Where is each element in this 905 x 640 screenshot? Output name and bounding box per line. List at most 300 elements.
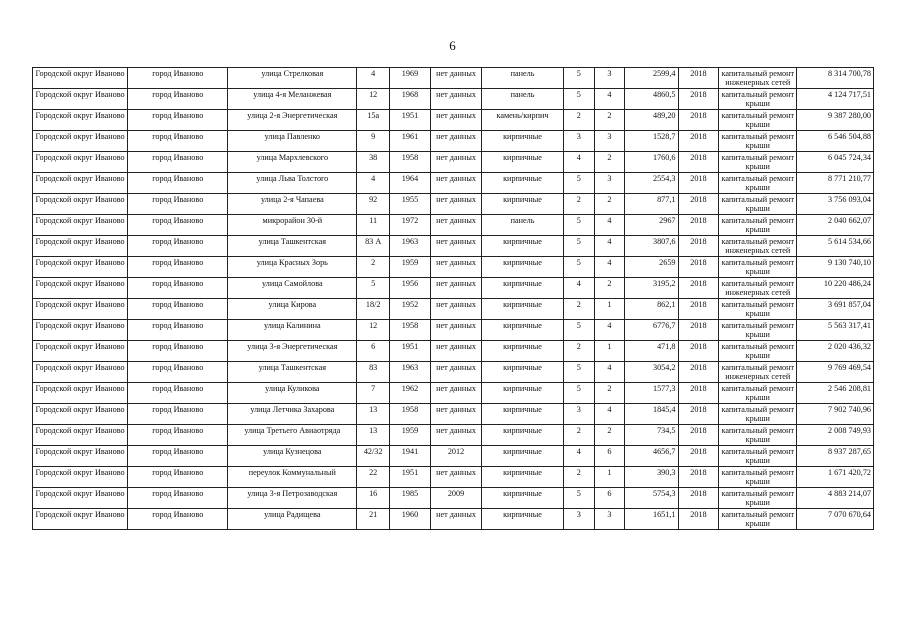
floors-cell: 5 bbox=[563, 257, 594, 278]
year-built-cell: 1958 bbox=[390, 404, 431, 425]
floors-cell: 3 bbox=[563, 509, 594, 530]
area-cell: 5754,3 bbox=[625, 488, 678, 509]
work-type-cell: капитальный ремонт крыши bbox=[719, 173, 797, 194]
city-cell: город Иваново bbox=[128, 173, 228, 194]
work-type-cell: капитальный ремонт инженерных сетей bbox=[719, 278, 797, 299]
house-number-cell: 13 bbox=[357, 425, 390, 446]
district-cell: Городской округ Иваново bbox=[33, 68, 128, 89]
house-number-cell: 22 bbox=[357, 467, 390, 488]
district-cell: Городской округ Иваново bbox=[33, 509, 128, 530]
entrances-cell: 6 bbox=[594, 446, 625, 467]
cost-cell: 4 124 717,51 bbox=[797, 89, 874, 110]
work-type-cell: капитальный ремонт инженерных сетей bbox=[719, 236, 797, 257]
year-built-cell: 1963 bbox=[390, 236, 431, 257]
last-repair-year-cell: нет данных bbox=[430, 467, 481, 488]
planned-year-cell: 2018 bbox=[678, 131, 719, 152]
planned-year-cell: 2018 bbox=[678, 257, 719, 278]
cost-cell: 2 040 662,07 bbox=[797, 215, 874, 236]
work-type-cell: капитальный ремонт крыши bbox=[719, 383, 797, 404]
floors-cell: 4 bbox=[563, 446, 594, 467]
work-type-cell: капитальный ремонт крыши bbox=[719, 509, 797, 530]
floors-cell: 2 bbox=[563, 110, 594, 131]
year-built-cell: 1962 bbox=[390, 383, 431, 404]
floors-cell: 2 bbox=[563, 467, 594, 488]
cost-cell: 4 883 214,07 bbox=[797, 488, 874, 509]
planned-year-cell: 2018 bbox=[678, 236, 719, 257]
table-row bbox=[33, 173, 874, 194]
work-type-cell: капитальный ремонт крыши bbox=[719, 488, 797, 509]
last-repair-year-cell: нет данных bbox=[430, 131, 481, 152]
entrances-cell: 4 bbox=[594, 89, 625, 110]
floors-cell: 4 bbox=[563, 152, 594, 173]
planned-year-cell: 2018 bbox=[678, 152, 719, 173]
city-cell: город Иваново bbox=[128, 341, 228, 362]
area-cell: 877,1 bbox=[625, 194, 678, 215]
entrances-cell: 2 bbox=[594, 152, 625, 173]
wall-material-cell: кирпичные bbox=[482, 509, 564, 530]
planned-year-cell: 2018 bbox=[678, 194, 719, 215]
street-cell: улица 4-я Меланжевая bbox=[228, 89, 357, 110]
floors-cell: 5 bbox=[563, 68, 594, 89]
entrances-cell: 3 bbox=[594, 509, 625, 530]
wall-material-cell: кирпичные bbox=[482, 467, 564, 488]
street-cell: микрорайон 30-й bbox=[228, 215, 357, 236]
street-cell: улица Куликова bbox=[228, 383, 357, 404]
entrances-cell: 1 bbox=[594, 341, 625, 362]
table-row bbox=[33, 488, 874, 509]
last-repair-year-cell: нет данных bbox=[430, 362, 481, 383]
district-cell: Городской округ Иваново bbox=[33, 488, 128, 509]
floors-cell: 5 bbox=[563, 89, 594, 110]
house-number-cell: 38 bbox=[357, 152, 390, 173]
table-row bbox=[33, 299, 874, 320]
house-number-cell: 13 bbox=[357, 404, 390, 425]
table-row bbox=[33, 89, 874, 110]
planned-year-cell: 2018 bbox=[678, 404, 719, 425]
area-cell: 3054,2 bbox=[625, 362, 678, 383]
year-built-cell: 1961 bbox=[390, 131, 431, 152]
area-cell: 489,20 bbox=[625, 110, 678, 131]
planned-year-cell: 2018 bbox=[678, 320, 719, 341]
table-row bbox=[33, 362, 874, 383]
district-cell: Городской округ Иваново bbox=[33, 152, 128, 173]
last-repair-year-cell: нет данных bbox=[430, 383, 481, 404]
area-cell: 1528,7 bbox=[625, 131, 678, 152]
planned-year-cell: 2018 bbox=[678, 509, 719, 530]
house-number-cell: 21 bbox=[357, 509, 390, 530]
table-row bbox=[33, 278, 874, 299]
wall-material-cell: панель bbox=[482, 215, 564, 236]
last-repair-year-cell: нет данных bbox=[430, 194, 481, 215]
wall-material-cell: кирпичные bbox=[482, 362, 564, 383]
cost-cell: 9 387 280,00 bbox=[797, 110, 874, 131]
last-repair-year-cell: нет данных bbox=[430, 152, 481, 173]
year-built-cell: 1958 bbox=[390, 320, 431, 341]
city-cell: город Иваново bbox=[128, 299, 228, 320]
year-built-cell: 1941 bbox=[390, 446, 431, 467]
district-cell: Городской округ Иваново bbox=[33, 131, 128, 152]
work-type-cell: капитальный ремонт крыши bbox=[719, 89, 797, 110]
last-repair-year-cell: нет данных bbox=[430, 320, 481, 341]
work-type-cell: капитальный ремонт крыши bbox=[719, 194, 797, 215]
area-cell: 3195,2 bbox=[625, 278, 678, 299]
district-cell: Городской округ Иваново bbox=[33, 278, 128, 299]
last-repair-year-cell: нет данных bbox=[430, 173, 481, 194]
last-repair-year-cell: нет данных bbox=[430, 278, 481, 299]
house-number-cell: 12 bbox=[357, 89, 390, 110]
planned-year-cell: 2018 bbox=[678, 215, 719, 236]
floors-cell: 5 bbox=[563, 488, 594, 509]
year-built-cell: 1956 bbox=[390, 278, 431, 299]
wall-material-cell: кирпичные bbox=[482, 488, 564, 509]
street-cell: улица Летчика Захарова bbox=[228, 404, 357, 425]
city-cell: город Иваново bbox=[128, 152, 228, 173]
last-repair-year-cell: 2009 bbox=[430, 488, 481, 509]
year-built-cell: 1952 bbox=[390, 299, 431, 320]
cost-cell: 9 769 469,54 bbox=[797, 362, 874, 383]
work-type-cell: капитальный ремонт крыши bbox=[719, 257, 797, 278]
floors-cell: 2 bbox=[563, 299, 594, 320]
table-row bbox=[33, 194, 874, 215]
work-type-cell: капитальный ремонт крыши bbox=[719, 320, 797, 341]
area-cell: 1651,1 bbox=[625, 509, 678, 530]
floors-cell: 2 bbox=[563, 341, 594, 362]
work-type-cell: капитальный ремонт крыши bbox=[719, 152, 797, 173]
table-row bbox=[33, 320, 874, 341]
street-cell: улица Радищева bbox=[228, 509, 357, 530]
house-number-cell: 15а bbox=[357, 110, 390, 131]
last-repair-year-cell: нет данных bbox=[430, 299, 481, 320]
city-cell: город Иваново bbox=[128, 68, 228, 89]
work-type-cell: капитальный ремонт крыши bbox=[719, 215, 797, 236]
street-cell: улица Кузнецова bbox=[228, 446, 357, 467]
wall-material-cell: кирпичные bbox=[482, 299, 564, 320]
year-built-cell: 1972 bbox=[390, 215, 431, 236]
street-cell: улица Льва Толстого bbox=[228, 173, 357, 194]
year-built-cell: 1964 bbox=[390, 173, 431, 194]
last-repair-year-cell: нет данных bbox=[430, 425, 481, 446]
district-cell: Городской округ Иваново bbox=[33, 320, 128, 341]
table-row bbox=[33, 446, 874, 467]
area-cell: 2554,3 bbox=[625, 173, 678, 194]
district-cell: Городской округ Иваново bbox=[33, 89, 128, 110]
planned-year-cell: 2018 bbox=[678, 383, 719, 404]
wall-material-cell: панель bbox=[482, 89, 564, 110]
house-number-cell: 11 bbox=[357, 215, 390, 236]
table-row bbox=[33, 152, 874, 173]
table-row bbox=[33, 110, 874, 131]
entrances-cell: 1 bbox=[594, 299, 625, 320]
cost-cell: 9 130 740,10 bbox=[797, 257, 874, 278]
district-cell: Городской округ Иваново bbox=[33, 467, 128, 488]
year-built-cell: 1959 bbox=[390, 257, 431, 278]
entrances-cell: 3 bbox=[594, 68, 625, 89]
last-repair-year-cell: нет данных bbox=[430, 257, 481, 278]
entrances-cell: 3 bbox=[594, 173, 625, 194]
district-cell: Городской округ Иваново bbox=[33, 446, 128, 467]
planned-year-cell: 2018 bbox=[678, 488, 719, 509]
street-cell: переулок Коммунальный bbox=[228, 467, 357, 488]
wall-material-cell: кирпичные bbox=[482, 236, 564, 257]
street-cell: улица Калинина bbox=[228, 320, 357, 341]
entrances-cell: 4 bbox=[594, 404, 625, 425]
last-repair-year-cell: 2012 bbox=[430, 446, 481, 467]
entrances-cell: 2 bbox=[594, 110, 625, 131]
city-cell: город Иваново bbox=[128, 89, 228, 110]
work-type-cell: капитальный ремонт крыши bbox=[719, 467, 797, 488]
year-built-cell: 1968 bbox=[390, 89, 431, 110]
street-cell: улица 3-я Петрозаводская bbox=[228, 488, 357, 509]
area-cell: 390,3 bbox=[625, 467, 678, 488]
planned-year-cell: 2018 bbox=[678, 173, 719, 194]
street-cell: улица Ташкентская bbox=[228, 236, 357, 257]
cost-cell: 6 045 724,34 bbox=[797, 152, 874, 173]
street-cell: улица Красных Зорь bbox=[228, 257, 357, 278]
last-repair-year-cell: нет данных bbox=[430, 68, 481, 89]
last-repair-year-cell: нет данных bbox=[430, 509, 481, 530]
cost-cell: 6 546 504,88 bbox=[797, 131, 874, 152]
table-row bbox=[33, 68, 874, 89]
street-cell: улица Самойлова bbox=[228, 278, 357, 299]
floors-cell: 5 bbox=[563, 215, 594, 236]
city-cell: город Иваново bbox=[128, 467, 228, 488]
last-repair-year-cell: нет данных bbox=[430, 89, 481, 110]
entrances-cell: 4 bbox=[594, 215, 625, 236]
planned-year-cell: 2018 bbox=[678, 446, 719, 467]
area-cell: 2659 bbox=[625, 257, 678, 278]
house-number-cell: 6 bbox=[357, 341, 390, 362]
table-body bbox=[33, 68, 874, 530]
entrances-cell: 2 bbox=[594, 194, 625, 215]
planned-year-cell: 2018 bbox=[678, 467, 719, 488]
planned-year-cell: 2018 bbox=[678, 68, 719, 89]
wall-material-cell: кирпичные bbox=[482, 278, 564, 299]
wall-material-cell: кирпичные bbox=[482, 194, 564, 215]
cost-cell: 8 771 210,77 bbox=[797, 173, 874, 194]
district-cell: Городской округ Иваново bbox=[33, 236, 128, 257]
district-cell: Городской округ Иваново bbox=[33, 383, 128, 404]
last-repair-year-cell: нет данных bbox=[430, 236, 481, 257]
planned-year-cell: 2018 bbox=[678, 362, 719, 383]
cost-cell: 10 220 486,24 bbox=[797, 278, 874, 299]
cost-cell: 8 937 287,65 bbox=[797, 446, 874, 467]
street-cell: улица 2-я Энергетическая bbox=[228, 110, 357, 131]
district-cell: Городской округ Иваново bbox=[33, 194, 128, 215]
wall-material-cell: кирпичные bbox=[482, 446, 564, 467]
entrances-cell: 2 bbox=[594, 425, 625, 446]
area-cell: 862,1 bbox=[625, 299, 678, 320]
entrances-cell: 4 bbox=[594, 236, 625, 257]
city-cell: город Иваново bbox=[128, 383, 228, 404]
city-cell: город Иваново bbox=[128, 131, 228, 152]
area-cell: 1845,4 bbox=[625, 404, 678, 425]
entrances-cell: 2 bbox=[594, 278, 625, 299]
year-built-cell: 1959 bbox=[390, 425, 431, 446]
city-cell: город Иваново bbox=[128, 278, 228, 299]
house-number-cell: 9 bbox=[357, 131, 390, 152]
wall-material-cell: кирпичные bbox=[482, 383, 564, 404]
city-cell: город Иваново bbox=[128, 404, 228, 425]
house-number-cell: 18/2 bbox=[357, 299, 390, 320]
year-built-cell: 1985 bbox=[390, 488, 431, 509]
house-number-cell: 83 А bbox=[357, 236, 390, 257]
table-row bbox=[33, 257, 874, 278]
wall-material-cell: кирпичные bbox=[482, 320, 564, 341]
cost-cell: 1 671 420,72 bbox=[797, 467, 874, 488]
house-number-cell: 92 bbox=[357, 194, 390, 215]
work-type-cell: капитальный ремонт крыши bbox=[719, 131, 797, 152]
district-cell: Городской округ Иваново bbox=[33, 257, 128, 278]
work-type-cell: капитальный ремонт крыши bbox=[719, 341, 797, 362]
planned-year-cell: 2018 bbox=[678, 299, 719, 320]
year-built-cell: 1955 bbox=[390, 194, 431, 215]
area-cell: 2967 bbox=[625, 215, 678, 236]
table-row bbox=[33, 215, 874, 236]
table-row bbox=[33, 404, 874, 425]
year-built-cell: 1951 bbox=[390, 110, 431, 131]
floors-cell: 3 bbox=[563, 131, 594, 152]
planned-year-cell: 2018 bbox=[678, 278, 719, 299]
house-number-cell: 4 bbox=[357, 173, 390, 194]
floors-cell: 4 bbox=[563, 278, 594, 299]
table-row bbox=[33, 341, 874, 362]
area-cell: 1577,3 bbox=[625, 383, 678, 404]
floors-cell: 5 bbox=[563, 173, 594, 194]
street-cell: улица Павленко bbox=[228, 131, 357, 152]
area-cell: 3807,6 bbox=[625, 236, 678, 257]
cost-cell: 7 070 670,64 bbox=[797, 509, 874, 530]
cost-cell: 7 902 740,96 bbox=[797, 404, 874, 425]
last-repair-year-cell: нет данных bbox=[430, 404, 481, 425]
year-built-cell: 1951 bbox=[390, 341, 431, 362]
floors-cell: 5 bbox=[563, 362, 594, 383]
floors-cell: 5 bbox=[563, 320, 594, 341]
street-cell: улица Мархлевского bbox=[228, 152, 357, 173]
entrances-cell: 4 bbox=[594, 362, 625, 383]
year-built-cell: 1969 bbox=[390, 68, 431, 89]
district-cell: Городской округ Иваново bbox=[33, 173, 128, 194]
cost-cell: 2 020 436,32 bbox=[797, 341, 874, 362]
city-cell: город Иваново bbox=[128, 194, 228, 215]
floors-cell: 3 bbox=[563, 404, 594, 425]
area-cell: 471,8 bbox=[625, 341, 678, 362]
repair-program-table bbox=[32, 67, 874, 530]
area-cell: 734,5 bbox=[625, 425, 678, 446]
city-cell: город Иваново bbox=[128, 215, 228, 236]
wall-material-cell: кирпичные bbox=[482, 341, 564, 362]
wall-material-cell: панель bbox=[482, 68, 564, 89]
house-number-cell: 2 bbox=[357, 257, 390, 278]
wall-material-cell: кирпичные bbox=[482, 152, 564, 173]
work-type-cell: капитальный ремонт инженерных сетей bbox=[719, 362, 797, 383]
house-number-cell: 12 bbox=[357, 320, 390, 341]
last-repair-year-cell: нет данных bbox=[430, 215, 481, 236]
area-cell: 2599,4 bbox=[625, 68, 678, 89]
floors-cell: 2 bbox=[563, 425, 594, 446]
city-cell: город Иваново bbox=[128, 110, 228, 131]
cost-cell: 3 691 857,04 bbox=[797, 299, 874, 320]
entrances-cell: 1 bbox=[594, 467, 625, 488]
entrances-cell: 4 bbox=[594, 257, 625, 278]
table-row bbox=[33, 467, 874, 488]
cost-cell: 5 614 534,66 bbox=[797, 236, 874, 257]
city-cell: город Иваново bbox=[128, 362, 228, 383]
street-cell: улица Ташкентская bbox=[228, 362, 357, 383]
table-row bbox=[33, 236, 874, 257]
city-cell: город Иваново bbox=[128, 236, 228, 257]
district-cell: Городской округ Иваново bbox=[33, 299, 128, 320]
work-type-cell: капитальный ремонт инженерных сетей bbox=[719, 68, 797, 89]
area-cell: 4656,7 bbox=[625, 446, 678, 467]
city-cell: город Иваново bbox=[128, 257, 228, 278]
work-type-cell: капитальный ремонт крыши bbox=[719, 425, 797, 446]
city-cell: город Иваново bbox=[128, 488, 228, 509]
house-number-cell: 83 bbox=[357, 362, 390, 383]
table-row bbox=[33, 509, 874, 530]
planned-year-cell: 2018 bbox=[678, 89, 719, 110]
table-row bbox=[33, 425, 874, 446]
street-cell: улица 2-я Чапаева bbox=[228, 194, 357, 215]
city-cell: город Иваново bbox=[128, 509, 228, 530]
district-cell: Городской округ Иваново bbox=[33, 404, 128, 425]
table-row bbox=[33, 131, 874, 152]
cost-cell: 5 563 317,41 bbox=[797, 320, 874, 341]
work-type-cell: капитальный ремонт крыши bbox=[719, 110, 797, 131]
district-cell: Городской округ Иваново bbox=[33, 341, 128, 362]
year-built-cell: 1960 bbox=[390, 509, 431, 530]
street-cell: улица Стрелковая bbox=[228, 68, 357, 89]
year-built-cell: 1963 bbox=[390, 362, 431, 383]
entrances-cell: 6 bbox=[594, 488, 625, 509]
wall-material-cell: кирпичные bbox=[482, 404, 564, 425]
floors-cell: 5 bbox=[563, 236, 594, 257]
area-cell: 4860,5 bbox=[625, 89, 678, 110]
wall-material-cell: кирпичные bbox=[482, 257, 564, 278]
work-type-cell: капитальный ремонт крыши bbox=[719, 299, 797, 320]
wall-material-cell: кирпичные bbox=[482, 131, 564, 152]
house-number-cell: 42/32 bbox=[357, 446, 390, 467]
wall-material-cell: кирпичные bbox=[482, 173, 564, 194]
district-cell: Городской округ Иваново bbox=[33, 425, 128, 446]
cost-cell: 2 008 749,93 bbox=[797, 425, 874, 446]
area-cell: 1760,6 bbox=[625, 152, 678, 173]
district-cell: Городской округ Иваново bbox=[33, 215, 128, 236]
cost-cell: 8 314 700,78 bbox=[797, 68, 874, 89]
area-cell: 6776,7 bbox=[625, 320, 678, 341]
house-number-cell: 4 bbox=[357, 68, 390, 89]
cost-cell: 2 546 208,81 bbox=[797, 383, 874, 404]
street-cell: улица 3-я Энергетическая bbox=[228, 341, 357, 362]
last-repair-year-cell: нет данных bbox=[430, 110, 481, 131]
planned-year-cell: 2018 bbox=[678, 110, 719, 131]
street-cell: улица Третьего Авиаотряда bbox=[228, 425, 357, 446]
house-number-cell: 5 bbox=[357, 278, 390, 299]
entrances-cell: 2 bbox=[594, 383, 625, 404]
year-built-cell: 1958 bbox=[390, 152, 431, 173]
last-repair-year-cell: нет данных bbox=[430, 341, 481, 362]
planned-year-cell: 2018 bbox=[678, 341, 719, 362]
cost-cell: 3 756 093,04 bbox=[797, 194, 874, 215]
work-type-cell: капитальный ремонт крыши bbox=[719, 446, 797, 467]
house-number-cell: 16 bbox=[357, 488, 390, 509]
entrances-cell: 3 bbox=[594, 131, 625, 152]
page-number: 6 bbox=[449, 38, 456, 53]
district-cell: Городской округ Иваново bbox=[33, 362, 128, 383]
city-cell: город Иваново bbox=[128, 425, 228, 446]
entrances-cell: 4 bbox=[594, 320, 625, 341]
floors-cell: 5 bbox=[563, 383, 594, 404]
wall-material-cell: камень/кирпич bbox=[482, 110, 564, 131]
